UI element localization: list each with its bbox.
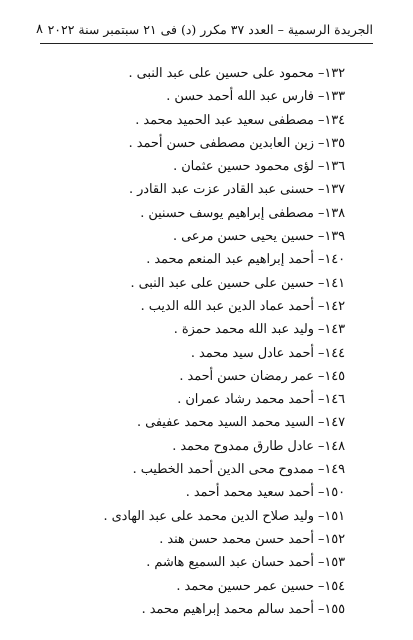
list-item: ١٥١– وليد صلاح الدين محمد على عبد الهادى . [103,508,345,524]
list-item: ١٤٨– عادل طارق ممدوح محمد . [172,438,345,454]
list-item: ١٣٨– مصطفى إبراهيم يوسف حسنين . [140,205,345,221]
header-divider [40,43,373,44]
list-item: ١٣٧– حسنى عبد القادر عزت عبد القادر . [128,182,345,198]
list-item: ١٤٦– أحمد محمد رشاد عمران . [177,392,345,408]
list-item: ١٣٦– لؤى محمود حسين عثمان . [173,159,345,175]
list-item: ١٤٣– وليد عبد الله محمد حمزة . [173,322,345,338]
list-item: ١٤١– حسين على حسين على عبد النبى . [130,275,345,291]
list-item: ١٣٩– حسين يحيى حسن مرعى . [173,229,345,245]
list-item: ١٥٣– أحمد حسان عبد السميع هاشم . [146,555,345,571]
list-item: ١٣٥– زين العابدين مصطفى حسن أحمد . [128,135,345,151]
list-item: ١٤٩– ممدوح محى الدين أحمد الخطيب . [132,462,345,478]
list-item: ١٥٠– أحمد سعيد محمد أحمد . [185,485,345,501]
list-item: ١٥٤– حسين عمر حسين محمد . [176,578,345,594]
list-item: ١٤٤– أحمد عادل سيد محمد . [190,345,345,361]
list-item: ١٣٣– فارس عبد الله أحمد حسن . [166,89,345,105]
header-title: الجريدة الرسمية – العدد ٣٧ مكرر (د) فى ٢١ سبتمبر سنة ٢٠٢٢ [47,22,373,37]
list-item: ١٤٠– أحمد إبراهيم عبد المنعم محمد . [146,252,345,268]
names-list [45,62,345,621]
list-item: ١٤٥– عمر رمضان حسن أحمد . [179,368,345,384]
list-item: ١٥٢– أحمد حسن محمد حسن هند . [159,531,345,547]
list-item: ١٣٢– محمود على حسين على عبد النبى . [128,66,345,81]
list-item: ١٣٤– مصطفى سعيد عبد الحميد محمد . [135,112,345,128]
page-header [36,22,373,46]
list-item: ١٤٢– أحمد عماد الدين عبد الله الديب . [140,298,345,314]
list-item: ١٥٥– أحمد سالم محمد إبراهيم محمد . [141,601,345,617]
page-number: ٨ [36,22,43,37]
list-item: ١٤٧– السيد محمد السيد محمد عفيفى . [137,415,345,431]
